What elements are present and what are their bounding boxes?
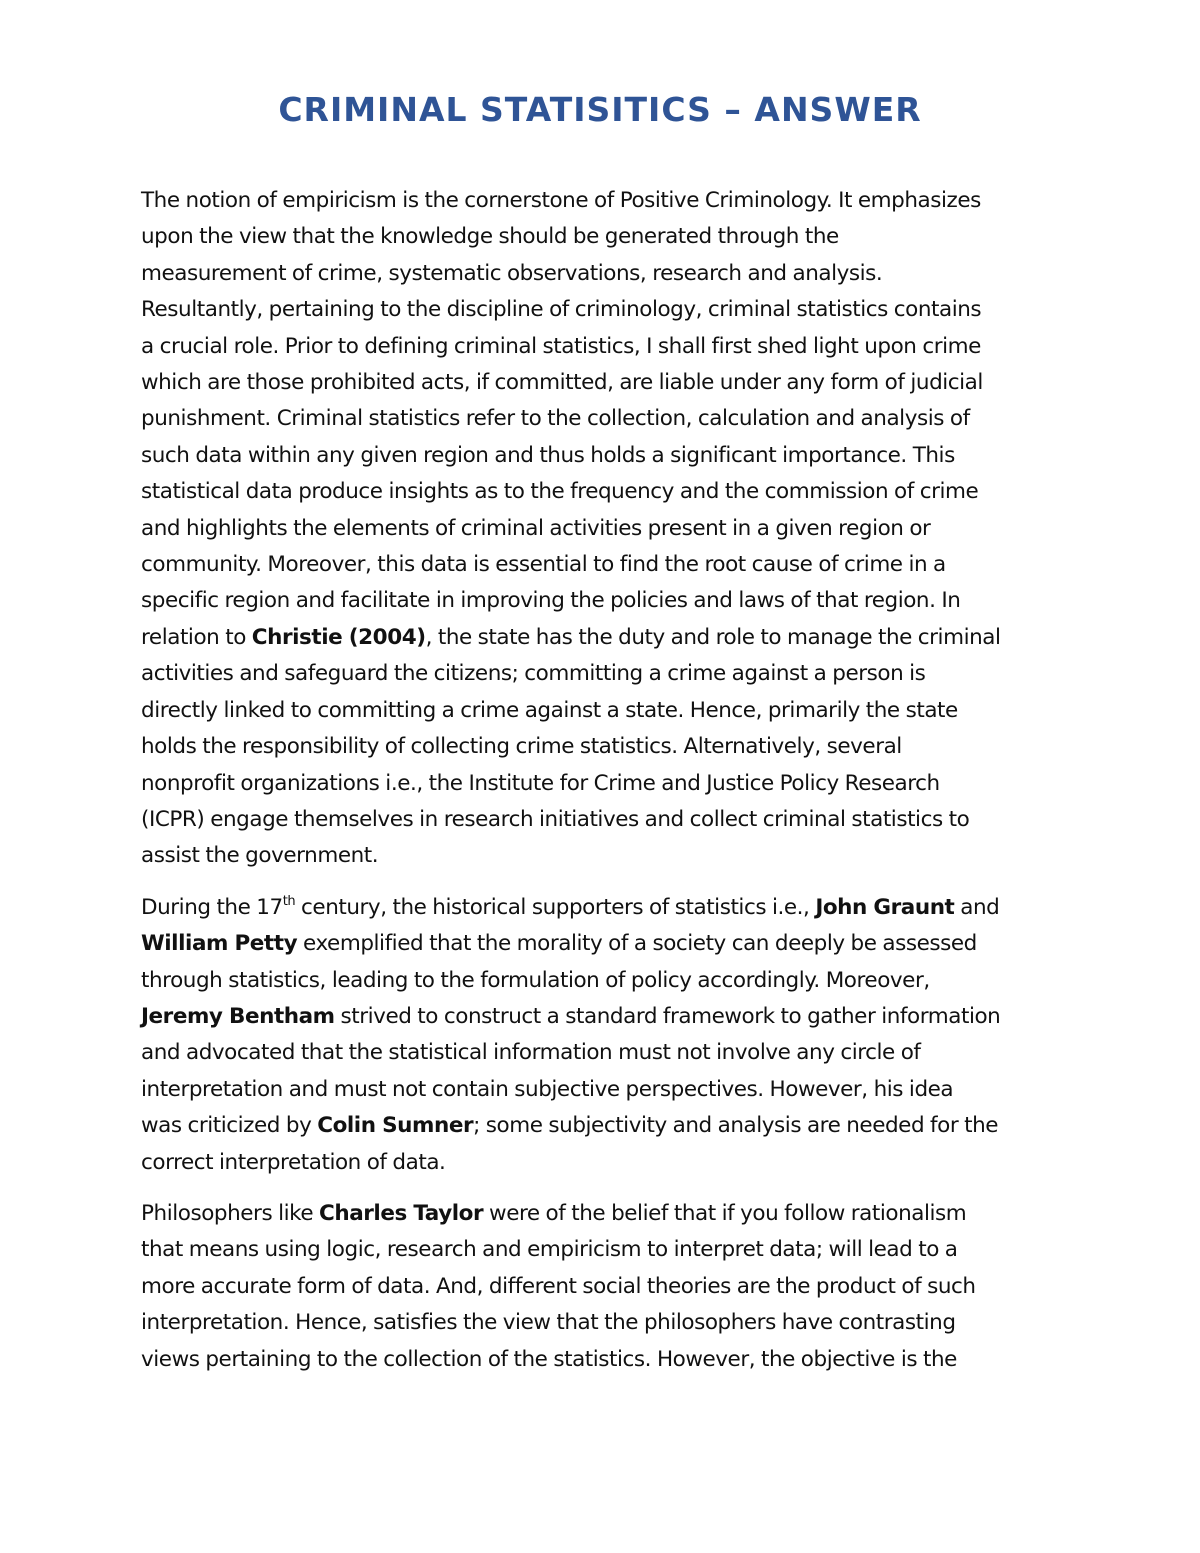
- text-line: [141, 183, 1071, 219]
- text-segment: interpretation and must not contain subjective perspectives. However, his idea: [141, 1076, 954, 1102]
- text-line: [141, 547, 1071, 583]
- text-segment: were of the belief that if you follow rationalism: [483, 1200, 967, 1226]
- text-line: [141, 1145, 1071, 1181]
- text-line: [141, 438, 1071, 474]
- text-line: [141, 1196, 1071, 1232]
- text-segment: During the 17: [141, 894, 283, 920]
- text-line: [141, 963, 1071, 999]
- text-segment: holds the responsibility of collecting crime statistics. Alternatively, several: [141, 734, 902, 760]
- text-segment: such data within any given region and thus holds a significant importance. This: [141, 442, 955, 468]
- text-segment: and highlights the elements of criminal activities present in a given region or: [141, 515, 931, 541]
- text-segment: Resultantly, pertaining to the discipline of criminology, criminal statistics contains: [141, 297, 982, 323]
- text-segment: punishment. Criminal statistics refer to the collection, calculation and analysis of: [141, 406, 970, 432]
- text-segment: activities and safeguard the citizens; committing a crime against a person is: [141, 661, 926, 687]
- text-segment: assist the government.: [141, 843, 379, 869]
- bold-name: John Graunt: [815, 894, 955, 920]
- bold-name: Jeremy Bentham: [141, 1003, 335, 1029]
- text-line: [141, 1035, 1071, 1071]
- text-segment: correct interpretation of data.: [141, 1149, 446, 1175]
- text-segment: views pertaining to the collection of the statistics. However, the objective is the: [141, 1346, 957, 1372]
- bold-name: Charles Taylor: [319, 1200, 484, 1226]
- text-segment: ; some subjectivity and analysis are needed for the: [473, 1113, 999, 1139]
- text-segment: and advocated that the statistical information must not involve any circle of: [141, 1040, 921, 1066]
- text-line: [141, 256, 1071, 292]
- paragraph-1: [141, 183, 1071, 875]
- text-line: [141, 926, 1071, 962]
- text-segment: a crucial role. Prior to defining criminal statistics, I shall first shed light upon crime: [141, 333, 981, 359]
- document-title: CRIMINAL STATISITICS – ANSWER: [278, 90, 922, 129]
- text-segment: Philosophers like: [141, 1200, 320, 1226]
- text-line: [141, 802, 1071, 838]
- bold-name: Colin Sumner: [317, 1113, 474, 1139]
- text-line: [141, 511, 1071, 547]
- text-line: [141, 1232, 1071, 1268]
- text-segment: which are those prohibited acts, if committed, are liable under any form of judicial: [141, 370, 983, 396]
- text-line: [141, 838, 1071, 874]
- text-line: [141, 583, 1071, 619]
- text-line: [141, 656, 1071, 692]
- text-line: [141, 401, 1071, 437]
- text-line: [141, 329, 1071, 365]
- text-line: [141, 999, 1071, 1035]
- superscript: th: [282, 893, 296, 909]
- paragraph-3: [141, 1196, 1071, 1378]
- text-segment: through statistics, leading to the formulation of policy accordingly. Moreover,: [141, 967, 930, 993]
- text-line: [141, 1269, 1071, 1305]
- text-line: [141, 693, 1071, 729]
- text-line: [141, 766, 1071, 802]
- text-segment: and: [954, 894, 1000, 920]
- text-line: [141, 1108, 1071, 1144]
- text-segment: interpretation. Hence, satisfies the view that the philosophers have contrasting: [141, 1310, 956, 1336]
- text-segment: that means using logic, research and empiricism to interpret data; will lead to a: [141, 1237, 958, 1263]
- text-segment: century, the historical supporters of statistics i.e.,: [295, 894, 816, 920]
- text-segment: more accurate form of data. And, different social theories are the product of such: [141, 1273, 976, 1299]
- text-segment: nonprofit organizations i.e., the Institute for Crime and Justice Policy Research: [141, 770, 940, 796]
- text-segment: upon the view that the knowledge should be generated through the: [141, 224, 839, 250]
- paragraph-2: [141, 890, 1071, 1181]
- text-segment: directly linked to committing a crime against a state. Hence, primarily the state: [141, 697, 958, 723]
- text-line: [141, 1342, 1071, 1378]
- text-line: [141, 620, 1071, 656]
- text-line: [141, 1305, 1071, 1341]
- text-line: [141, 219, 1071, 255]
- text-segment: The notion of empiricism is the cornerstone of Positive Criminology. It emphasizes: [141, 188, 981, 213]
- text-segment: statistical data produce insights as to the frequency and the commission of crime: [141, 479, 979, 505]
- bold-name: William Petty: [141, 931, 298, 957]
- text-segment: exemplified that the morality of a society can deeply be assessed: [297, 931, 977, 957]
- text-line: [141, 890, 1071, 926]
- text-segment: , the state has the duty and role to manage the criminal: [425, 624, 1001, 650]
- text-line: [141, 1072, 1071, 1108]
- text-segment: relation to: [141, 624, 252, 650]
- text-line: [141, 474, 1071, 510]
- text-segment: strived to construct a standard framework to gather information: [334, 1003, 1001, 1029]
- text-line: [141, 292, 1071, 328]
- document-body: [141, 183, 1071, 1393]
- text-line: [141, 365, 1071, 401]
- text-segment: specific region and facilitate in improving the policies and laws of that region. In: [141, 588, 961, 614]
- bold-name: Christie (2004): [251, 624, 426, 650]
- text-segment: measurement of crime, systematic observations, research and analysis.: [141, 260, 883, 286]
- text-line: [141, 729, 1071, 765]
- text-segment: community. Moreover, this data is essential to find the root cause of crime in a: [141, 552, 946, 578]
- text-segment: (ICPR) engage themselves in research initiatives and collect criminal statistics to: [141, 806, 970, 832]
- text-segment: was criticized by: [141, 1113, 318, 1139]
